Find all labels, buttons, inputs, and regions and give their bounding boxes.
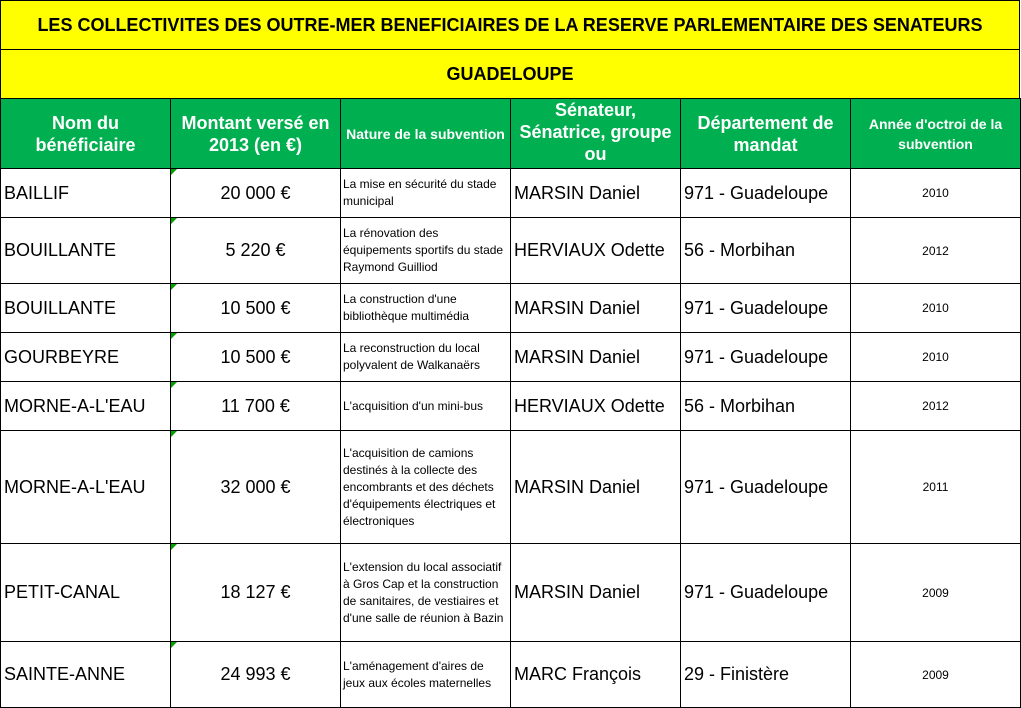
cell-nature: L'acquisition d'un mini-bus [341, 382, 511, 431]
cell-beneficiary: PETIT-CANAL [1, 544, 171, 642]
cell-year: 2010 [851, 333, 1021, 382]
cell-department: 971 - Guadeloupe [681, 333, 851, 382]
cell-department: 971 - Guadeloupe [681, 431, 851, 544]
header-senator: Sénateur, Sénatrice, groupe ou [511, 99, 681, 169]
table-row [1, 333, 1021, 382]
cell-amount: 32 000 € [171, 431, 341, 544]
cell-senator: MARSIN Daniel [511, 333, 681, 382]
cell-beneficiary: BOUILLANTE [1, 284, 171, 333]
cell-senator: MARSIN Daniel [511, 431, 681, 544]
table-row [1, 382, 1021, 431]
cell-senator: MARSIN Daniel [511, 284, 681, 333]
cell-nature: La construction d'une bibliothèque multimédia [341, 284, 511, 333]
cell-year: 2012 [851, 218, 1021, 284]
cell-amount: 10 500 € [171, 333, 341, 382]
cell-beneficiary: BAILLIF [1, 169, 171, 218]
cell-amount: 10 500 € [171, 284, 341, 333]
cell-senator: MARSIN Daniel [511, 544, 681, 642]
cell-department: 56 - Morbihan [681, 218, 851, 284]
cell-beneficiary: BOUILLANTE [1, 218, 171, 284]
cell-amount: 5 220 € [171, 218, 341, 284]
cell-amount: 20 000 € [171, 169, 341, 218]
cell-nature: L'acquisition de camions destinés à la collecte des encombrants et des déchets d'équipements électriques et électroniques [341, 431, 511, 544]
header-nature: Nature de la subvention [341, 99, 511, 169]
cell-year: 2010 [851, 169, 1021, 218]
cell-nature: L'aménagement d'aires de jeux aux écoles maternelles [341, 642, 511, 708]
table-row [1, 284, 1021, 333]
cell-department: 971 - Guadeloupe [681, 284, 851, 333]
cell-year: 2009 [851, 544, 1021, 642]
header-row [1, 99, 1021, 169]
subsidy-table [0, 98, 1021, 708]
cell-department: 971 - Guadeloupe [681, 169, 851, 218]
cell-department: 29 - Finistère [681, 642, 851, 708]
cell-beneficiary: MORNE-A-L'EAU [1, 431, 171, 544]
sheet-title: LES COLLECTIVITES DES OUTRE-MER BENEFICIAIRES DE LA RESERVE PARLEMENTAIRE DES SENATEURS [0, 0, 1020, 50]
cell-nature: La mise en sécurité du stade municipal [341, 169, 511, 218]
table-row [1, 218, 1021, 284]
cell-nature: La reconstruction du local polyvalent de Walkanaërs [341, 333, 511, 382]
cell-department: 971 - Guadeloupe [681, 544, 851, 642]
cell-year: 2011 [851, 431, 1021, 544]
cell-senator: MARC François [511, 642, 681, 708]
cell-nature: L'extension du local associatif à Gros Cap et la construction de sanitaires, de vestiaires et d'une salle de réunion à Bazin [341, 544, 511, 642]
cell-senator: HERVIAUX Odette [511, 218, 681, 284]
cell-year: 2012 [851, 382, 1021, 431]
cell-year: 2009 [851, 642, 1021, 708]
table-row [1, 642, 1021, 708]
cell-amount: 24 993 € [171, 642, 341, 708]
cell-beneficiary: GOURBEYRE [1, 333, 171, 382]
cell-senator: HERVIAUX Odette [511, 382, 681, 431]
table-row [1, 431, 1021, 544]
header-department: Département de mandat [681, 99, 851, 169]
table-row [1, 544, 1021, 642]
cell-department: 56 - Morbihan [681, 382, 851, 431]
cell-nature: La rénovation des équipements sportifs du stade Raymond Guilliod [341, 218, 511, 284]
table-row [1, 169, 1021, 218]
header-amount: Montant versé en 2013 (en €) [171, 99, 341, 169]
region-title: GUADELOUPE [0, 49, 1020, 99]
cell-senator: MARSIN Daniel [511, 169, 681, 218]
cell-beneficiary: SAINTE-ANNE [1, 642, 171, 708]
cell-amount: 11 700 € [171, 382, 341, 431]
header-beneficiary: Nom du bénéficiaire [1, 99, 171, 169]
header-year: Année d'octroi de la subvention [851, 99, 1021, 169]
cell-beneficiary: MORNE-A-L'EAU [1, 382, 171, 431]
cell-amount: 18 127 € [171, 544, 341, 642]
cell-year: 2010 [851, 284, 1021, 333]
